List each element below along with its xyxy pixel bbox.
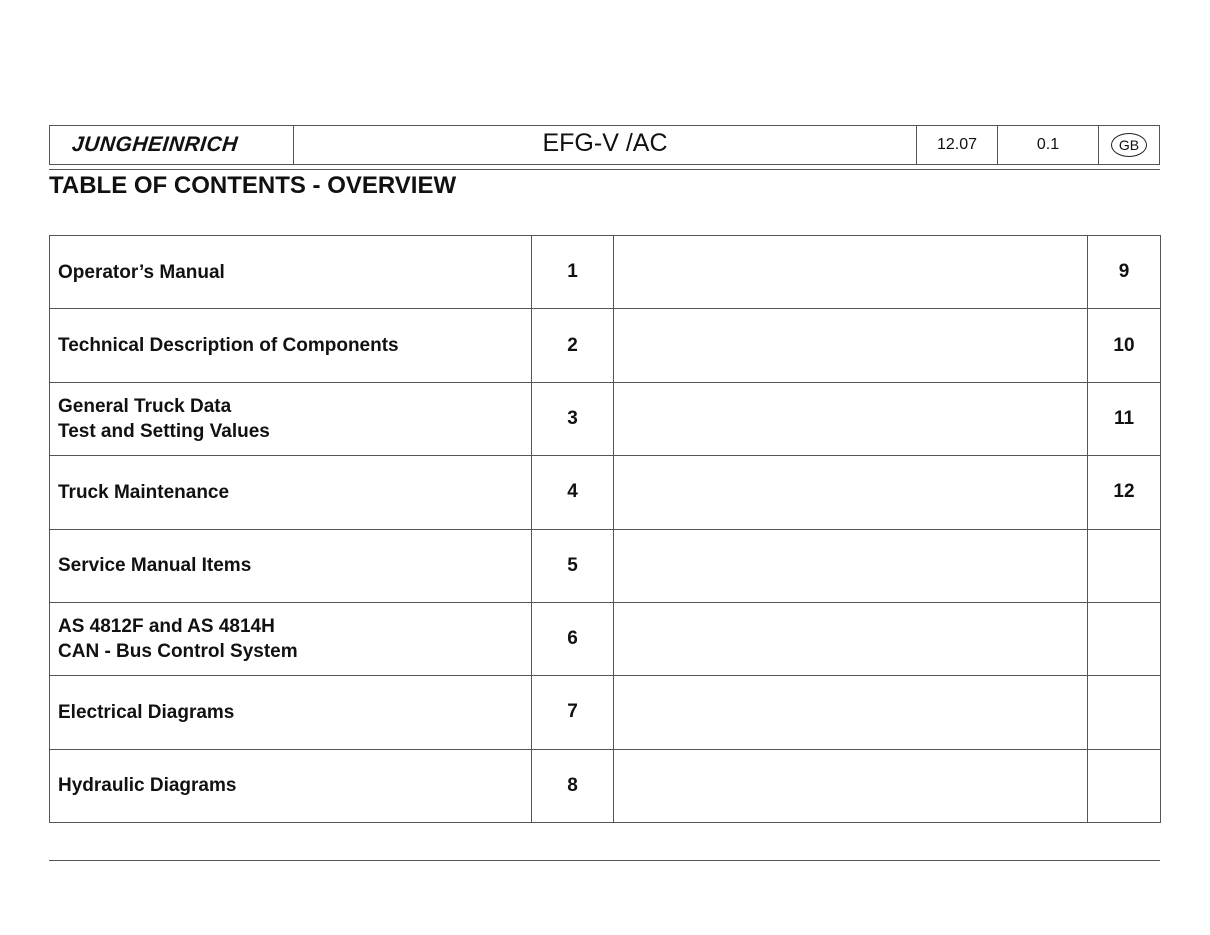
document-date: 12.07 bbox=[936, 136, 978, 153]
toc-title-line: Technical Description of Components bbox=[58, 335, 399, 357]
toc-blank-cell bbox=[614, 749, 1088, 822]
toc-title-line: Hydraulic Diagrams bbox=[58, 775, 237, 797]
toc-entry-title[interactable] bbox=[50, 602, 532, 675]
toc-title-line: General Truck Data bbox=[58, 395, 232, 417]
toc-chapter-number[interactable]: 7 bbox=[532, 676, 614, 749]
document-version: 0.1 bbox=[1036, 136, 1060, 153]
toc-chapter-number[interactable]: 2 bbox=[532, 309, 614, 382]
toc-chapter-number[interactable]: 5 bbox=[532, 529, 614, 602]
toc-row bbox=[50, 602, 1161, 675]
toc-blank-cell bbox=[614, 382, 1088, 455]
toc-title-line: Operator’s Manual bbox=[58, 261, 225, 283]
toc-right-number[interactable]: 11 bbox=[1088, 382, 1161, 455]
toc-entry-title[interactable] bbox=[50, 309, 532, 382]
toc-entry-title[interactable] bbox=[50, 236, 532, 309]
toc-entry-title[interactable] bbox=[50, 749, 532, 822]
toc-blank-cell bbox=[614, 236, 1088, 309]
toc-chapter-number[interactable]: 1 bbox=[532, 236, 614, 309]
toc-table bbox=[49, 235, 1161, 823]
toc-title-line: Service Manual Items bbox=[58, 555, 252, 577]
toc-entry-title[interactable] bbox=[50, 382, 532, 455]
country-cell bbox=[1099, 126, 1159, 164]
brand-logo-text: JUNGHEINRICH bbox=[70, 133, 240, 156]
toc-entry-title[interactable] bbox=[50, 529, 532, 602]
toc-right-number bbox=[1088, 529, 1161, 602]
toc-right-number bbox=[1088, 749, 1161, 822]
toc-right-number bbox=[1088, 676, 1161, 749]
toc-entry-title[interactable] bbox=[50, 456, 532, 529]
toc-blank-cell bbox=[614, 456, 1088, 529]
toc-blank-cell bbox=[614, 676, 1088, 749]
footer-divider bbox=[49, 860, 1160, 861]
toc-right-number[interactable]: 10 bbox=[1088, 309, 1161, 382]
toc-right-number[interactable]: 9 bbox=[1088, 236, 1161, 309]
toc-chapter-number[interactable]: 3 bbox=[532, 382, 614, 455]
version-cell bbox=[998, 126, 1099, 164]
toc-row bbox=[50, 529, 1161, 602]
toc-row bbox=[50, 676, 1161, 749]
toc-right-number[interactable]: 12 bbox=[1088, 456, 1161, 529]
model-cell bbox=[294, 126, 917, 164]
toc-blank-cell bbox=[614, 309, 1088, 382]
toc-row bbox=[50, 309, 1161, 382]
brand-logo bbox=[50, 126, 294, 164]
page-title: TABLE OF CONTENTS - OVERVIEW bbox=[49, 172, 457, 199]
toc-title-line: CAN - Bus Control System bbox=[58, 641, 298, 663]
document-header bbox=[49, 125, 1160, 165]
country-badge: GB bbox=[1111, 133, 1147, 157]
toc-row bbox=[50, 382, 1161, 455]
toc-right-number bbox=[1088, 602, 1161, 675]
model-name: EFG-V /AC bbox=[542, 129, 668, 157]
header-divider bbox=[49, 169, 1160, 170]
toc-row bbox=[50, 456, 1161, 529]
toc-chapter-number[interactable]: 8 bbox=[532, 749, 614, 822]
toc-row bbox=[50, 749, 1161, 822]
toc-title-line: Truck Maintenance bbox=[58, 481, 230, 503]
toc-title-line: AS 4812F and AS 4814H bbox=[58, 616, 275, 638]
toc-title-line: Test and Setting Values bbox=[58, 420, 270, 442]
toc-title-line: Electrical Diagrams bbox=[58, 701, 235, 723]
toc-entry-title[interactable] bbox=[50, 676, 532, 749]
toc-blank-cell bbox=[614, 602, 1088, 675]
toc-chapter-number[interactable]: 6 bbox=[532, 602, 614, 675]
toc-row bbox=[50, 236, 1161, 309]
toc-chapter-number[interactable]: 4 bbox=[532, 456, 614, 529]
date-cell bbox=[917, 126, 998, 164]
toc-blank-cell bbox=[614, 529, 1088, 602]
